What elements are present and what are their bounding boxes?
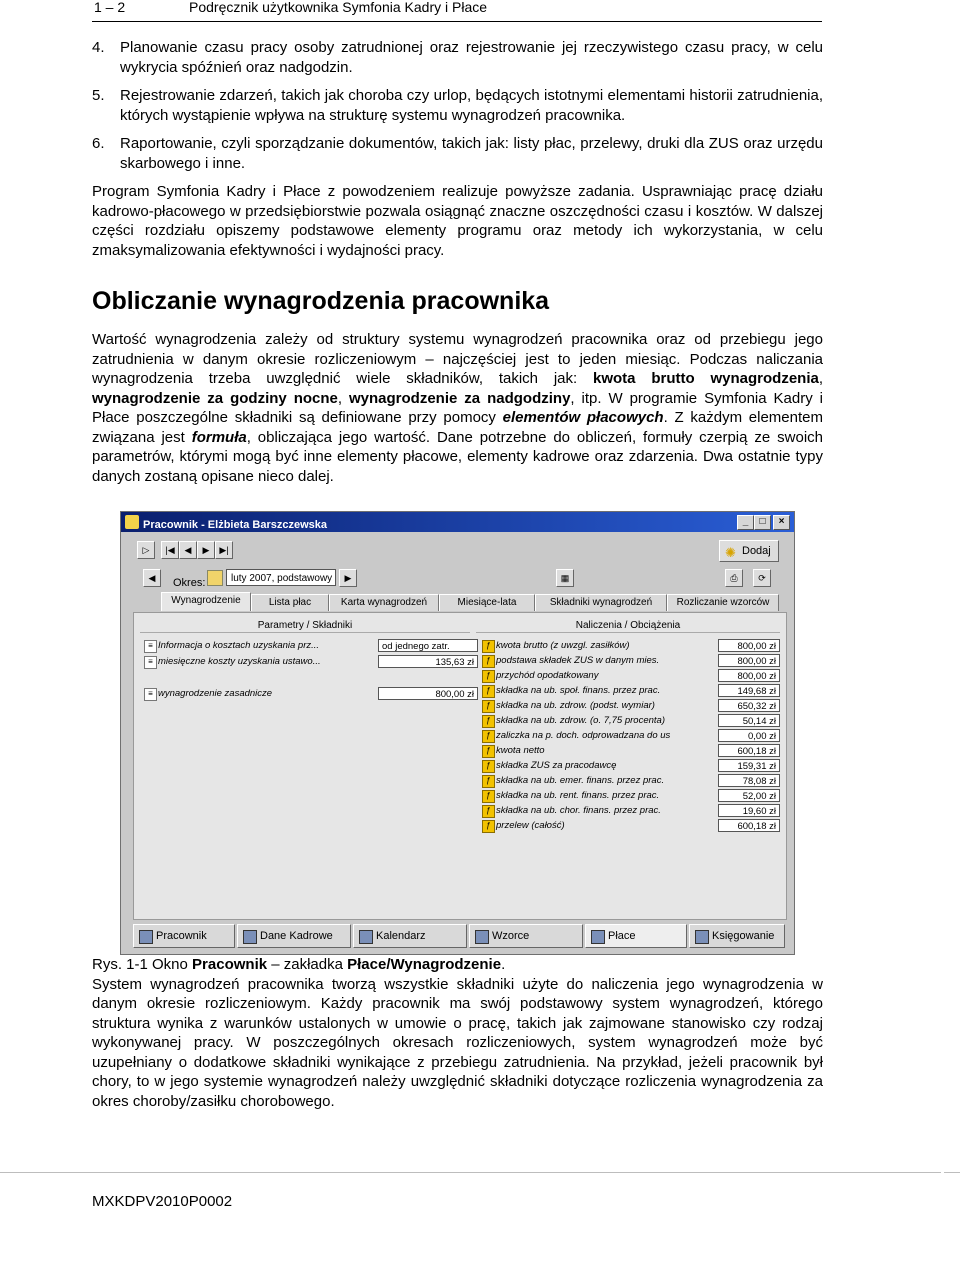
next-record-icon[interactable]: ▶ [197,541,215,559]
tab-wynagrodzenie[interactable]: Wynagrodzenie [161,592,251,611]
param-value[interactable]: 800,00 zł [378,687,478,700]
body-paragraph: Wartość wynagrodzenia zależy od struktury systemu wynagrodzeń pracownika oraz od przebiegu jego zatrudnienia w danym okresie rozliczeniowym – najczęściej jest to jeden miesiąc. Podczas naliczania wynagrodzenia trzeba uwzględnić wiele składników, takich jak: kwota brutto wynagrodzenia, wynagrodzenie za godziny nocne, wynagrodzenie za nadgodziny, itp. W programie Symfonia Kadry i Płace poszczególne składniki są definiowane przy pomocy elementów płacowych. Z każdym elementem związana jest formuła, obliczająca jego wartość. Dane potrzebne do obliczeń, formuły czerpią ze swoich parametrów, którymi mogą być inne elementy płacowe, elementy kadrowe oraz zdarzenia. Dwa ostatnie typy danych zostaną opisane nieco dalej. [92,331,824,485]
formula-icon: ƒ [482,685,495,698]
module-dane-kadrowe-button[interactable]: Dane Kadrowe [237,924,351,948]
formula-icon: ƒ [482,715,495,728]
folder-icon [243,930,257,944]
document-icon: ≡ [144,640,157,653]
module-pracownik-button[interactable]: Pracownik [133,924,235,948]
first-record-icon[interactable]: |◀ [161,541,179,559]
salary-panel: Parametry / Składniki Naliczenia / Obciążenia ≡ Informacja o kosztach uzyskania prz... od jednego zatr. ≡ miesięczne koszty uzyskania ustawo... 135,63 zł ≡ wynagrodzenie zasadnicze 800,00 zł ƒ kwota brutto (z uwzgl. zasiłków) 800,00 zł ƒ podstawa składek ZUS w danym mies. 800,00 zł ƒ przychód opodatkowany 800,00 zł ƒ składka na ub. społ. finans. przez prac. 149,68 zł ƒ składka na ub. zdrow. (podst. wymiar) 650,32 zł ƒ składka na ub. zdrow. (o. 7,75 procenta) 50,14 zł ƒ zaliczka na p. doch. odprowadzana do us 0,00 zł ƒ kwota netto 600,18 zł ƒ składka ZUS za pracodawcę 159,31 zł ƒ składka na ub. emer. finans. przez prac. 78,08 zł ƒ składka na ub. rent. finans. przez prac. 52,00 zł ƒ składka na ub. chor. finans. przez prac. 19,60 zł ƒ przelew (całość) 600,18 zł [133,612,787,920]
intro-paragraph: Program Symfonia Kadry i Płace z powodzeniem realizuje powyższe zadania. Usprawniając pracę działu kadrowo-płacowego w przedsiębiorstwie pozwala osiągnąć znaczne oszczędności czasu i kosztów. W dalszej części rozdziału opiszemy podstawowe elementy programu oraz metody ich wykorzystania, w celu zmaksymalizowania efektywności i wydajności pracy. [92,183,823,259]
tab-rozliczanie-wzorcow[interactable]: Rozliczanie wzorców [667,594,779,611]
params-header: Parametry / Składniki [140,619,470,633]
print-icon[interactable]: ⎙ [725,569,743,587]
document-icon: ≡ [144,656,157,669]
person-icon [139,930,153,944]
tab-skladniki-wynagrodzen[interactable]: Składniki wynagrodzeń [535,594,667,611]
tab-miesiace-lata[interactable]: Miesiące-lata [439,594,535,611]
figure-screenshot [120,511,795,955]
grid-icon[interactable]: ▦ [556,569,574,587]
formula-icon: ƒ [482,640,495,653]
manual-title: Podręcznik użytkownika Symfonia Kadry i Płace [189,0,488,15]
param-value[interactable]: 135,63 zł [378,655,478,668]
charge-value: 800,00 zł [718,654,780,667]
window-title: Pracownik - Elżbieta Barszczewska [143,519,328,531]
page-number: 1 – 2 [94,0,126,15]
charge-value: 50,14 zł [718,714,780,727]
section-title: Obliczanie wynagrodzenia pracownika [92,287,550,315]
list-item[interactable]: ≡ wynagrodzenie zasadnicze [144,687,344,701]
formula-icon: ƒ [482,760,495,773]
formula-icon: ƒ [482,790,495,803]
period-select[interactable]: luty 2007, podstawowy [226,569,336,586]
window-titlebar[interactable] [121,512,794,532]
module-kalendarz-button[interactable]: Kalendarz [353,924,467,948]
charge-value: 650,32 zł [718,699,780,712]
formula-icon: ƒ [482,805,495,818]
charge-value: 159,31 zł [718,759,780,772]
period-label: Okres: [173,577,206,589]
footer-divider [0,1172,941,1173]
maximize-button[interactable]: □ [754,515,771,530]
charge-value: 19,60 zł [718,804,780,817]
minimize-button[interactable]: _ [737,515,754,530]
formula-icon: ƒ [482,775,495,788]
period-folder-icon[interactable] [207,570,223,586]
list-item[interactable]: ≡ miesięczne koszty uzyskania ustawo... [144,655,344,669]
charge-value: 800,00 zł [718,669,780,682]
next-period-icon[interactable]: ▶ [339,569,357,587]
topic-list [92,38,823,173]
charge-value: 800,00 zł [718,639,780,652]
ledger-icon [695,930,709,944]
app-icon [125,515,139,529]
list-item: 5. Rejestrowanie zdarzeń, takich jak choroba czy urlop, będących istotnymi elementami historii zatrudnienia, których wystąpienie wpływa na strukturę systemu wynagrodzeń pracownika. [92,87,823,124]
formula-icon: ƒ [482,730,495,743]
formula-icon: ƒ [482,820,495,833]
charge-value: 78,08 zł [718,774,780,787]
page-header [92,0,822,22]
template-icon [475,930,489,944]
tab-karta-wynagrodzen[interactable]: Karta wynagrodzeń [329,594,439,611]
charge-value: 149,68 zł [718,684,780,697]
tab-lista-plac[interactable]: Lista płac [251,594,329,611]
module-bar [133,924,785,948]
param-value[interactable]: od jednego zatr. [378,639,478,652]
document-code: MXKDPV2010P0002 [92,1193,233,1210]
charge-value: 600,18 zł [718,744,780,757]
document-icon: ≡ [144,688,157,701]
body-paragraph-2: System wynagrodzeń pracownika tworzą wszystkie składniki użyte do naliczenia jego wynagrodzenia w danym okresie rozliczeniowym. Każdy pracownik ma swój podstawowy system wynagrodzeń, którego struktura wynika z warunków ustalonych w umowie o pracę, takich jak zajmowane stanowisko czy rodzaj wykonywanej pracy. W poszczególnych okresach rozliczeniowych, system wynagrodzeń może być uzupełniany o dodatkowe składniki wynikające z przebiegu zatrudnienia. Na przykład, jeżeli pracownik był chory, to w jego systemie wynagrodzeń należy uwzględnić składniki dotyczące rozliczenia wynagrodzenia za okres choroby/zasiłku chorobowego. [92,975,823,1110]
add-button[interactable]: ✺ Dodaj [719,540,779,562]
charge-value: 52,00 zł [718,789,780,802]
prev-period-icon[interactable]: ◀ [143,569,161,587]
refresh-icon[interactable]: ⟳ [753,569,771,587]
play-icon[interactable]: ▷ [137,541,155,559]
last-record-icon[interactable]: ▶| [215,541,233,559]
charge-value: 600,18 zł [718,819,780,832]
formula-icon: ƒ [482,670,495,683]
charge-value: 0,00 zł [718,729,780,742]
formula-icon: ƒ [482,700,495,713]
module-wzorce-button[interactable]: Wzorce [469,924,583,948]
page-content [92,38,823,1111]
figure-caption: Rys. 1-1 Okno Pracownik – zakładka Płace/Wynagrodzenie. [92,956,506,973]
money-icon [591,930,605,944]
close-button[interactable]: × [773,515,790,530]
charges-header: Naliczenia / Obciążenia [476,619,780,633]
module-ksiegowanie-button[interactable]: Księgowanie [689,924,785,948]
sun-icon: ✺ [725,545,736,560]
formula-icon: ƒ [482,745,495,758]
list-item[interactable]: ≡ Informacja o kosztach uzyskania prz... [144,639,344,653]
list-item: 4. Planowanie czasu pracy osoby zatrudnionej oraz rejestrowanie jej rzeczywistego czasu pracy, w celu wykrycia spóźnień oraz nadgodzin. [92,39,823,76]
prev-record-icon[interactable]: ◀ [179,541,197,559]
footer-divider-right [944,1172,960,1173]
employee-window [120,511,795,955]
module-place-button[interactable]: Płace [585,924,687,948]
list-item: 6. Raportowanie, czyli sporządzanie dokumentów, takich jak: listy płac, przelewy, druki dla ZUS oraz urzędu skarbowego i inne. [92,135,823,172]
formula-icon: ƒ [482,655,495,668]
calendar-icon [359,930,373,944]
